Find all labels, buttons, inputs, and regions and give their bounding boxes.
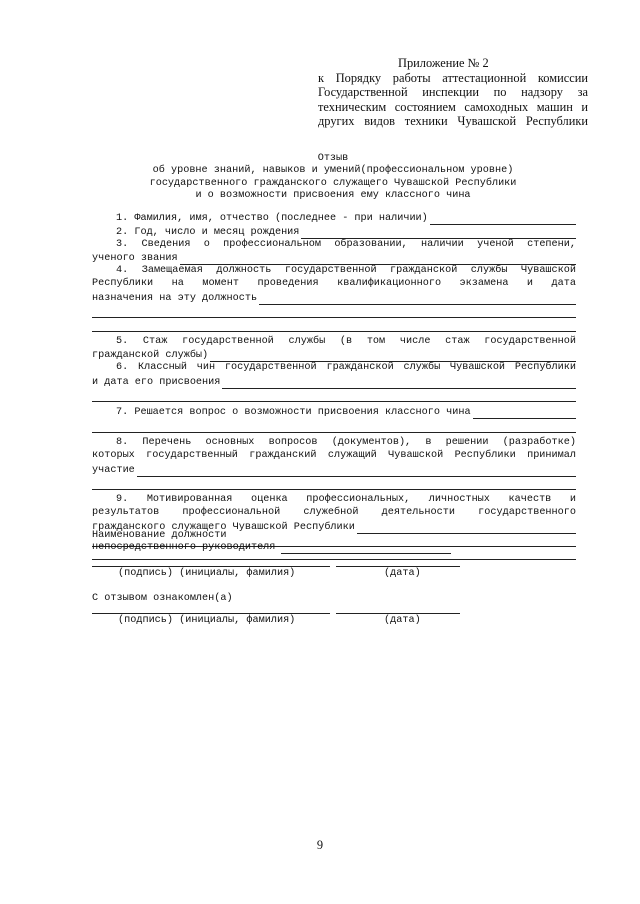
supervisor-date-caption: (дата) [384,568,421,579]
position-label-1: Наименование должности [92,530,227,541]
item-4-label-c: назначения на эту должность [92,293,258,305]
item-7-field[interactable] [473,408,576,419]
employee-date-caption: (дата) [384,615,421,626]
appendix-header [318,56,588,129]
supervisor-date-line[interactable] [336,566,460,567]
item-3-label-b: ученого звания [92,253,178,265]
item-1 [92,212,576,225]
position-label-2: непосредственного руководителя [92,542,276,553]
item-5-field[interactable] [210,351,576,362]
item-2-label: 2. Год, число и месяц рождения [116,226,300,238]
item-9-label-a: 9. Мотивированная оценка профессиональных, личностных качеств и [116,493,576,505]
item-4-label-a: 4. Замещаемая должность государственной гражданской службы Чувашской [116,265,576,277]
item-3 [92,252,576,265]
item-9-label-c: гражданского служащего Чувашской Республики [92,521,355,533]
item-6-label-b: и дата его присвоения [92,376,221,388]
item-8-label-b: которых государственный гражданский служащий Чувашской Республики принимал [92,450,576,462]
item-1-field[interactable] [430,214,576,225]
form-subtitle-2: государственного гражданского служащего Чувашской Республики [149,177,517,189]
item-4 [92,292,576,305]
acquainted-label: С отзывом ознакомлен(а) [92,593,233,604]
item-4-label-b: Республики на момент проведения квалификационного экзамена и дата [92,278,576,290]
item-4-field[interactable] [259,294,576,305]
item-6-extra-line[interactable] [92,389,576,402]
item-6-field[interactable] [222,378,576,389]
item-9-label-b: результатов профессиональной служебной деятельности государственного [92,507,576,519]
item-2 [92,225,576,238]
employee-signature-line[interactable] [92,613,330,614]
position-field[interactable] [281,543,451,554]
item-1-label: 1. Фамилия, имя, отчество (последнее - при наличии) [116,213,428,225]
item-4-extra-line-2[interactable] [92,318,576,331]
item-4-extra-line-1[interactable] [92,305,576,318]
item-5 [92,349,576,362]
item-6-label-a: 6. Классный чин государственной гражданской службы Чувашской Республики [116,362,576,374]
item-8-extra-line[interactable] [92,477,576,490]
item-8-field[interactable] [137,466,576,477]
item-8-label-c: участие [92,464,135,476]
item-8 [92,463,576,476]
appendix-title: Приложение № 2 [398,56,489,70]
supervisor-block [92,530,576,554]
form-body [92,212,576,560]
form-heading [92,153,574,202]
form-subtitle-1: об уровне знаний, навыков и умений(профессиональном уровне) [152,165,514,177]
page-number: 9 [316,838,324,852]
item-3-label-a: 3. Сведения о профессиональном образовании, наличии ученой степени, [116,238,576,250]
employee-date-line[interactable] [336,613,460,614]
item-7 [92,406,576,419]
item-7-label: 7. Решается вопрос о возможности присвоения классного чина [116,407,471,419]
appendix-line-1: к Порядку работы аттестационной комиссии [318,70,588,85]
item-2-field[interactable] [301,228,576,239]
item-3-field[interactable] [180,254,576,265]
supervisor-signature-caption: (подпись) (инициалы, фамилия) [118,568,296,579]
item-8-label-a: 8. Перечень основных вопросов (документов), в решении (разработке) [116,436,576,448]
item-5-label-b: гражданской службы) [92,350,209,362]
appendix-line-3: техническим состоянием самоходных машин и [318,99,588,114]
appendix-line-4: других видов техники Чувашской Республики [318,114,588,129]
appendix-line-2: Государственной инспекции по надзору за [318,85,588,100]
item-5-label-a: 5. Стаж государственной службы (в том числе стаж государственной [116,335,576,347]
form-title: Отзыв [317,153,349,164]
supervisor-signature-line[interactable] [92,566,330,567]
item-7-extra-line[interactable] [92,419,576,432]
employee-signature-caption: (подпись) (инициалы, фамилия) [118,615,296,626]
item-6 [92,376,576,389]
form-subtitle-3: и о возможности присвоения ему классного чина [195,189,471,201]
